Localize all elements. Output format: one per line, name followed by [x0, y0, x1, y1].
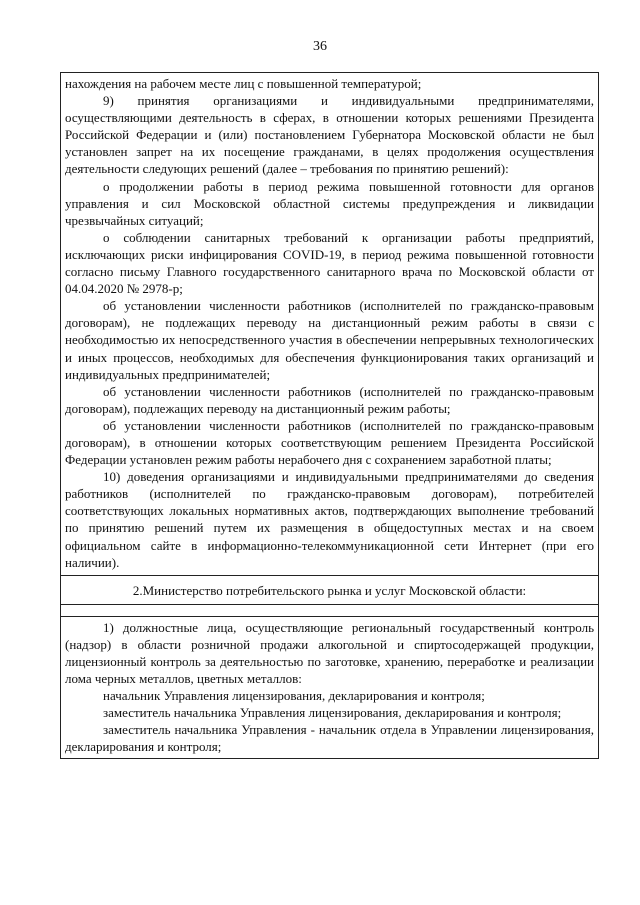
empty-cell — [61, 604, 599, 616]
table-row — [61, 604, 599, 616]
table-row — [61, 575, 599, 604]
paragraph: об установлении численности работников (исполнителей по гражданско-правовым договорам), не подлежащих переводу на дистанционный режим работы в связи с необходимостью их непосредственного участия в обеспечении непрерывных технологических и иных процессов, необходимых для обеспечения функционирования таких организаций и индивидуальных предпринимателей; — [65, 298, 594, 382]
paragraph: нахождения на рабочем месте лиц с повышенной температурой; — [65, 76, 422, 91]
paragraph: о продолжении работы в период режима повышенной готовности для органов управления и сил Московской областной системы предупреждения и ликвидации чрезвычайных ситуаций; — [65, 178, 594, 228]
section-heading: 2.Министерство потребительского рынка и услуг Московской области: — [61, 575, 599, 604]
page-number: 36 — [313, 39, 327, 54]
paragraph: заместитель начальника Управления - начальник отдела в Управлении лицензирования, декларирования и контроля; — [65, 722, 594, 755]
table-row — [61, 616, 599, 758]
paragraph: 10) доведения организациями и индивидуальными предпринимателями до сведения работников (исполнителей по гражданско-правовым договорам), потребителей соответствующих локальных нормативных актов, подтверждающих выполнение требований по принятию решений путем их размещения в общедоступных местах и на своем официальном сайте в информационно-телекоммуникационной сети Интернет (при его наличии). — [65, 469, 594, 570]
paragraph: об установлении численности работников (исполнителей по гражданско-правовым договорам), в отношении которых соответствующим решением Президента Российской Федерации установлен режим работы нерабочего дня с сохранением заработной платы; — [65, 417, 594, 468]
paragraph: 1) должностные лица, осуществляющие региональный государственный контроль (надзор) в области розничной продажи алкогольной и спиртосодержащей продукции, лицензионный контроль за деятельностью по заготовке, хранению, переработке и реализации лома черных металлов, цветных металлов: — [65, 619, 594, 687]
paragraph: начальник Управления лицензирования, декларирования и контроля; — [103, 688, 485, 704]
document-table — [60, 72, 599, 759]
paragraph: заместитель начальника Управления лицензирования, декларирования и контроля; — [103, 705, 562, 721]
paragraph: о соблюдении санитарных требований к организации работы предприятий, исключающих риски инфицирования COVID-19, в период режима повышенной готовности согласно письму Главного государственного санитарного врача по Московской области от 04.04.2020 № 2978-р; — [65, 229, 594, 297]
officials-cell — [61, 616, 599, 758]
requirements-cell — [61, 73, 599, 576]
paragraph: об установлении численности работников (исполнителей по гражданско-правовым договорам), подлежащих переводу на дистанционный режим работы; — [65, 383, 594, 416]
table-row — [61, 73, 599, 576]
paragraph: 9) принятия организациями и индивидуальными предпринимателями, осуществляющими деятельность в сферах, в отношении которых решениями Президента Российской Федерации и (или) постановлением Губернатора Московской области не был установлен запрет на их посещение гражданами, в целях продолжения осуществления деятельности следующих решений (далее – требования по принятию решений): — [65, 93, 594, 177]
